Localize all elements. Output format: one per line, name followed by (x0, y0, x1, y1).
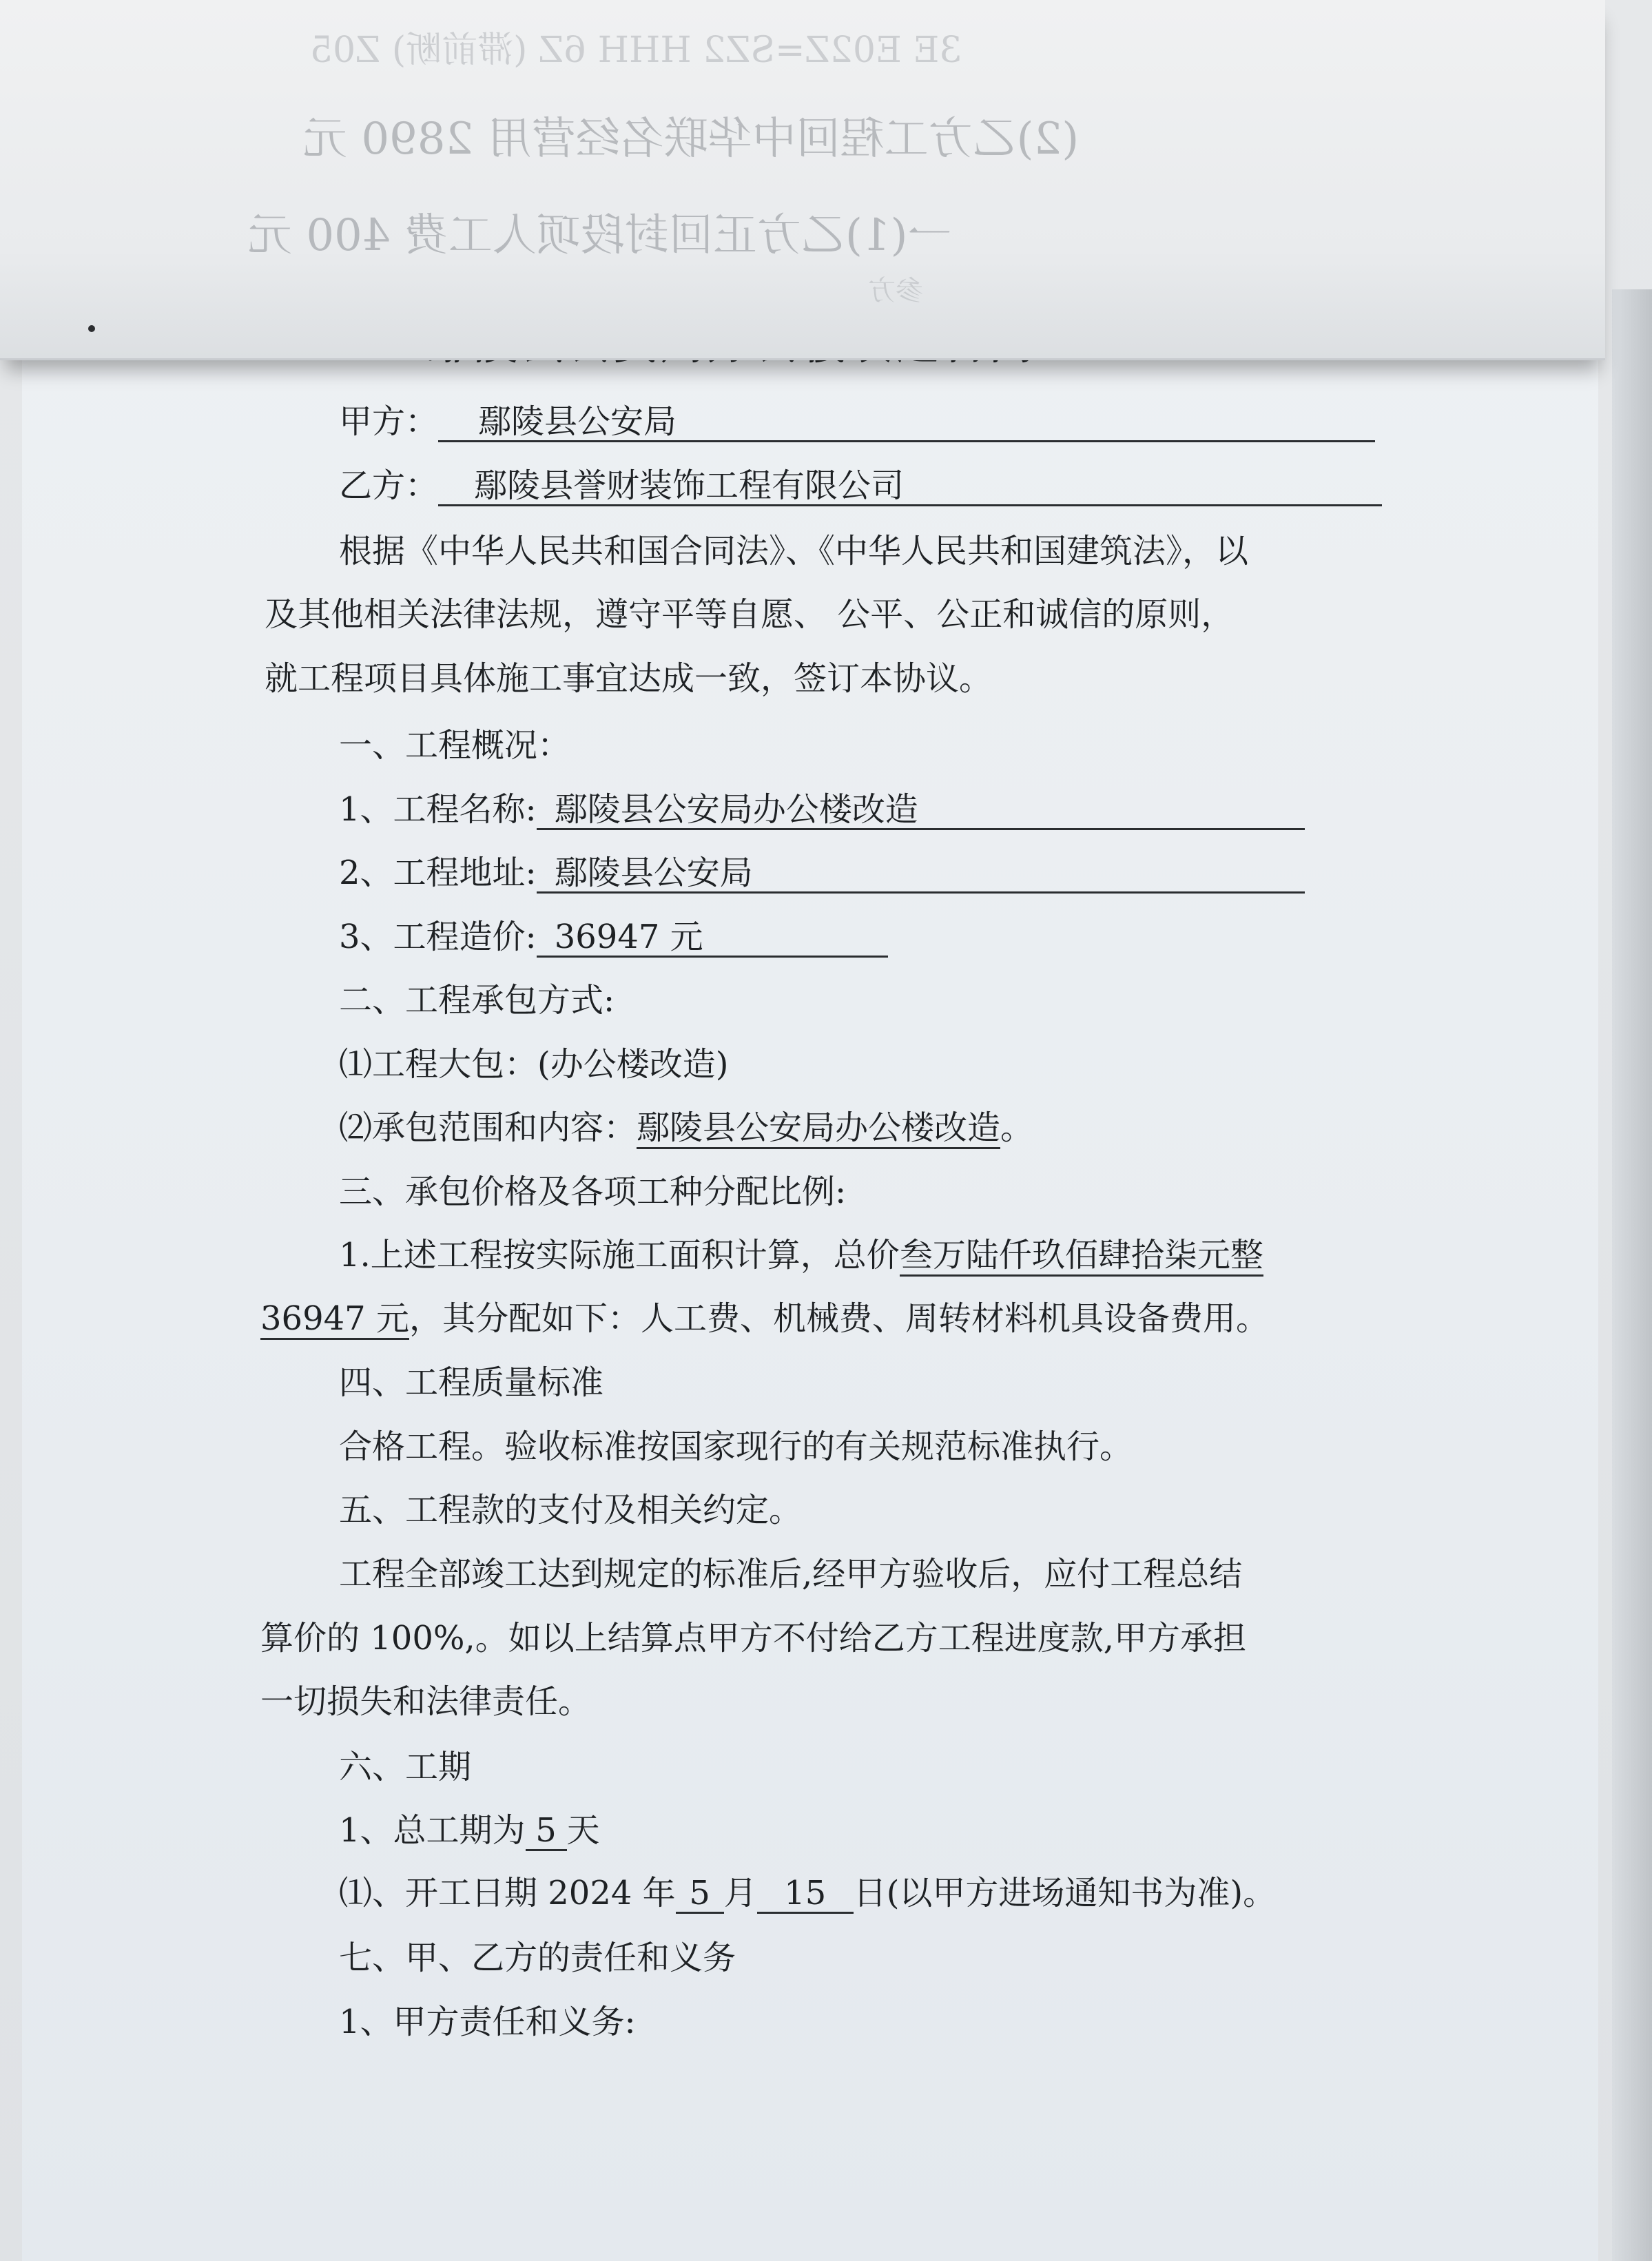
section-heading: 六、工期 (339, 1748, 472, 1786)
section-heading: 七、甲、乙方的责任和义务 (339, 1939, 736, 1977)
back-page-text: 参方 (868, 275, 923, 307)
start-month-value: 5 (689, 1874, 710, 1912)
section-heading: 五、工程款的支付及相关约定。 (339, 1491, 803, 1529)
start-month-unit: 月 (723, 1874, 757, 1912)
payment-text: 工程全部竣工达到规定的标准后,经甲方验收后，应付工程总结 (339, 1555, 1243, 1593)
contract-mode-item: ⑴工程大包：(办公楼改造) (339, 1045, 729, 1084)
total-duration-label: 1、总工期为 (339, 1811, 526, 1850)
project-address-value: 鄢陵县公安局 (554, 854, 753, 892)
party-b-field (438, 467, 1382, 506)
section-heading: 一、工程概况： (339, 726, 571, 765)
party-a-value: 鄢陵县公安局 (478, 402, 677, 441)
back-page-text: (2)乙方工程回中华联名经营用 2890 元 (303, 114, 1080, 165)
preamble-line: 就工程项目具体施工事宜达成一致，签订本协议。 (265, 659, 993, 698)
total-price-number: 36947 元 (260, 1299, 409, 1340)
back-page-text: 3E E02Z=SZ2 HHH 6Z (滞前断) Z05 (310, 30, 962, 71)
project-address-label: 2、工程地址: (339, 854, 537, 892)
project-address-line (339, 852, 1305, 894)
page-stack-edge (1612, 289, 1652, 2261)
start-date-note: 日(以甲方进场通知书为准)。 (853, 1874, 1277, 1912)
party-a-field (438, 403, 1375, 442)
allocation-line (260, 1298, 1269, 1339)
total-price-line (339, 1235, 1263, 1276)
project-price-field (537, 918, 888, 958)
total-price-words: 叁万陆仟玖佰肆拾柒元整 (900, 1236, 1263, 1277)
total-duration-unit: 天 (566, 1811, 600, 1850)
start-day-value: 15 (784, 1874, 827, 1912)
section-heading: 四、工程质量标准 (339, 1363, 604, 1402)
payment-text: 一切损失和法律责任。 (260, 1682, 592, 1721)
party-a-line (339, 401, 1375, 442)
party-a-label: 甲方： (339, 402, 439, 441)
project-name-label: 1、工程名称: (339, 790, 537, 829)
start-day-field (757, 1875, 854, 1914)
start-date-line (339, 1872, 1276, 1914)
back-page-text: 一(1)乙方正回封段项人工费 400 元 (248, 210, 952, 261)
ink-dot (88, 325, 95, 332)
quality-standard-text: 合格工程。验收标准按国家现行的有关规范标准执行。 (339, 1427, 1133, 1466)
preamble-line: 根据《中华人民共和国合同法》、《中华人民共和国建筑法》，以 (339, 532, 1249, 570)
preamble-line: 及其他相关法律法规，遵守平等自愿、 公平、公正和诚信的原则， (265, 595, 1235, 634)
start-date-label: ⑴、开工日期 2024 年 (339, 1874, 676, 1912)
section-heading: 三、承包价格及各项工种分配比例: (339, 1173, 847, 1211)
project-address-field (537, 854, 1305, 894)
contract-scope-suffix: 。 (1000, 1108, 1034, 1147)
section-heading: 二、工程承包方式: (339, 981, 615, 1020)
allocation-text: ，其分配如下：人工费、机械费、周转材料机具设备费用。 (409, 1299, 1269, 1338)
project-price-line (339, 916, 888, 958)
party-a-duties-heading: 1、甲方责任和义务: (339, 2003, 636, 2041)
project-name-field (537, 791, 1305, 830)
contract-scope-label: ⑵承包范围和内容： (339, 1108, 637, 1147)
party-b-value: 鄢陵县誉财装饰工程有限公司 (474, 466, 905, 505)
project-name-line (339, 789, 1305, 830)
contract-scope-value: 鄢陵县公安局办公楼改造 (637, 1108, 1000, 1149)
contract-scope-line (339, 1107, 1033, 1148)
project-price-value: 36947 元 (554, 918, 703, 956)
party-b-line (339, 465, 1382, 506)
party-b-label: 乙方： (339, 466, 439, 505)
total-duration-field (526, 1812, 567, 1851)
folded-back-page (0, 0, 1605, 360)
total-duration-line (339, 1810, 600, 1851)
payment-text: 算价的 100%,。如以上结算点甲方不付给乙方工程进度款,甲方承担 (260, 1619, 1247, 1658)
project-name-value: 鄢陵县公安局办公楼改造 (554, 790, 918, 829)
total-price-label: 1.上述工程按实际施工面积计算，总价 (339, 1236, 900, 1274)
total-duration-value: 5 (535, 1811, 557, 1850)
start-month-field (676, 1875, 724, 1914)
project-price-label: 3、工程造价: (339, 918, 537, 956)
